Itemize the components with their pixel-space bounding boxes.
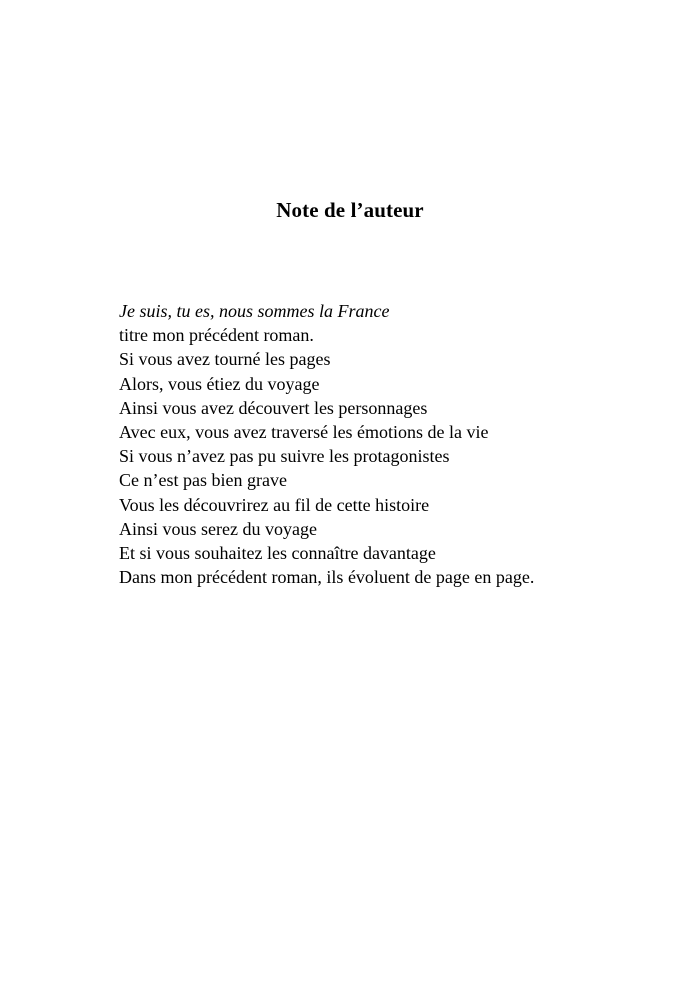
text-line: Si vous n’avez pas pu suivre les protagonistes: [119, 446, 450, 467]
text-line: titre mon précédent roman.: [119, 325, 314, 346]
text-line: Ainsi vous serez du voyage: [119, 518, 317, 539]
text-line: Vous les découvrirez au fil de cette histoire: [119, 494, 430, 515]
text-line: Dans mon précédent roman, ils évoluent de page en page.: [119, 567, 535, 588]
text-line: Alors, vous étiez du voyage: [119, 373, 320, 394]
text-line: Et si vous souhaitez les connaître davantage: [119, 543, 436, 564]
book-title-line: Je suis, tu es, nous sommes la France: [119, 301, 390, 321]
text-line: Si vous avez tourné les pages: [119, 349, 331, 370]
text-line: Ainsi vous avez découvert les personnages: [119, 397, 428, 418]
text-line: Ce n’est pas bien grave: [119, 470, 287, 491]
text-line: Avec eux, vous avez traversé les émotions de la vie: [119, 422, 489, 443]
page-title: Note de l’auteur: [276, 198, 424, 222]
author-note-text: [119, 299, 679, 589]
